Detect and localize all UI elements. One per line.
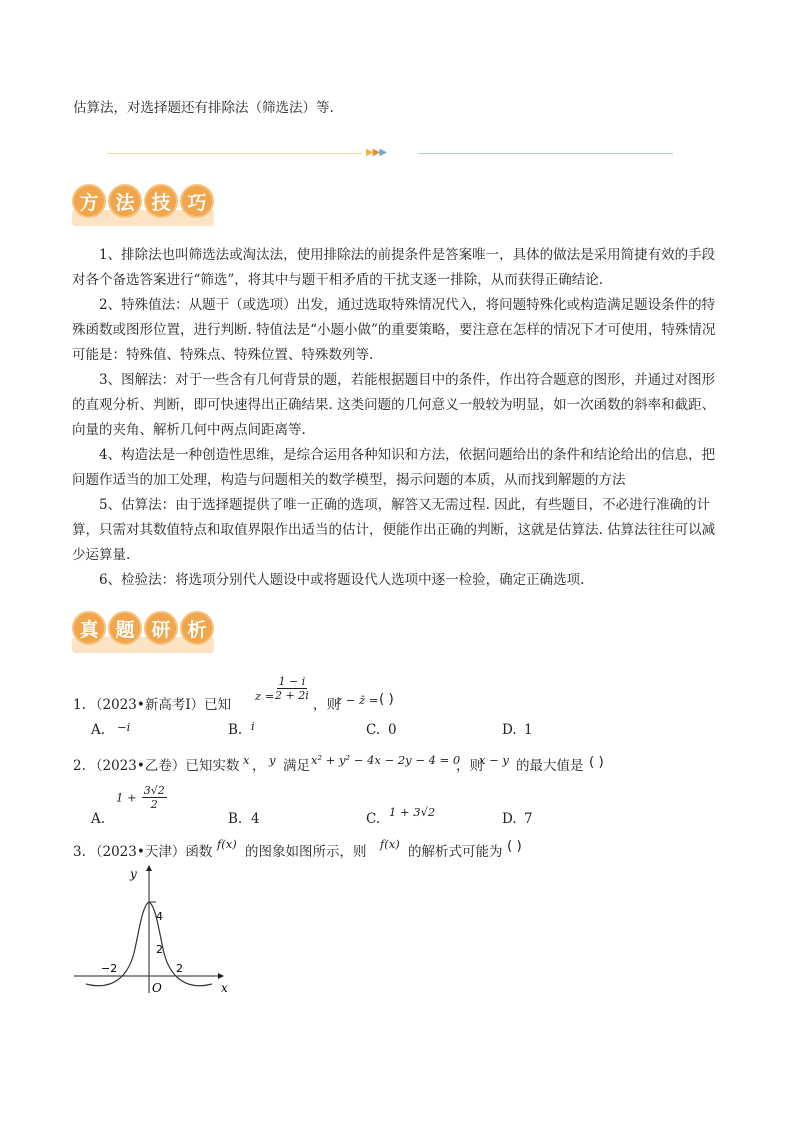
- option-label: D.: [502, 811, 517, 827]
- option-label: C.: [366, 811, 381, 827]
- answer-paren: ( ): [507, 838, 522, 854]
- question-source: （2023•天津）函数: [89, 844, 213, 860]
- method-paragraph: 2、特殊值法：从题干（或选项）出发，通过选取特殊情况代入，将问题特殊化或构造满足题设条件的特殊函数或图形位置，进行判断. 特值法是“小题小做”的重要策略，要注意在怎样的情况下才可使用，特殊情况可能是：特殊值、特殊点、特殊位置、特殊数列等.: [72, 297, 716, 363]
- option-value: 1: [524, 722, 533, 738]
- section-char: 析: [180, 611, 214, 645]
- answer-paren: ( ): [589, 754, 604, 770]
- tick-label: 4: [156, 910, 163, 923]
- z-equals: z =: [255, 689, 275, 703]
- option-value: 4: [251, 811, 260, 827]
- equation: x² + y² − 4x − 2y − 4 = 0: [311, 753, 461, 767]
- option-value: 0: [388, 722, 397, 738]
- tick-label: −2: [101, 962, 118, 975]
- method-paragraph: 4、构造法是一种创造性思维，是综合运用各种知识和方法，依据问题给出的条件和结论给出的信息，把问题作适当的加工处理，构造与问题相关的数学模型，揭示问题的本质，从而找到解题的方法: [72, 447, 716, 488]
- option-label: D.: [502, 722, 517, 738]
- tick-label: 2: [176, 962, 183, 975]
- methods-list: [72, 243, 728, 593]
- question-tail: 的解析式可能为: [408, 844, 503, 860]
- method-paragraph: 3、图解法：对于一些含有几何背景的题，若能根据题目中的条件，作出符合题意的图形，并通过对图形的直观分析、判断，即可快速得出正确结果. 这类问题的几何意义一般较为明显，如一次函数的斜率和截距、向量的夹角、解析几何中两点间距离等.: [72, 372, 716, 438]
- option-value: i: [251, 719, 255, 733]
- fraction-numerator: 1 − i: [278, 675, 306, 688]
- option-label: B.: [228, 811, 243, 827]
- option-value: 7: [524, 811, 533, 827]
- question-tail: 的最大值是: [516, 758, 584, 774]
- y-axis-label: y: [130, 867, 137, 881]
- option-value: 1 + 3√2: [389, 805, 436, 819]
- section-header-past-exams: [72, 611, 214, 657]
- question-source: （2023•乙卷）已知实数: [89, 758, 240, 774]
- fx-1: f(x): [217, 837, 237, 851]
- option-value: −i: [117, 720, 131, 734]
- x-axis-label: x: [221, 981, 228, 995]
- question-mid: 的图象如图所示，则: [245, 844, 367, 860]
- section-header-methods: [72, 184, 214, 230]
- section-char: 方: [72, 184, 106, 218]
- fx-2: f(x): [380, 837, 400, 851]
- section-char: 法: [108, 184, 142, 218]
- section-char: 研: [144, 611, 178, 645]
- fraction-denominator: 2 + 2i: [275, 689, 309, 702]
- var-x: x: [243, 753, 250, 767]
- expression: x − y: [479, 753, 509, 767]
- method-paragraph: 6、检验法：将选项分别代人题设中或将题设代人选项中逐一检验，确定正确选项.: [99, 572, 585, 588]
- option-label: A.: [91, 722, 106, 738]
- option-value: 1 + $\frac{3√2}{2}$: [116, 784, 165, 811]
- section-char: 巧: [180, 184, 214, 218]
- origin-label: O: [152, 981, 162, 995]
- section-char: 题: [108, 611, 142, 645]
- function-graph: [68, 858, 238, 998]
- intro-tail-text: 估算法，对选择题还有排除法（筛选法）等.: [73, 100, 334, 116]
- then-text: ，则: [456, 758, 483, 774]
- section-char: 真: [72, 611, 106, 645]
- question-number: 2.: [73, 758, 86, 774]
- satisfy-text: 满足: [283, 758, 310, 774]
- comma: ，: [252, 758, 266, 774]
- fraction: [273, 675, 311, 702]
- option-label: A.: [91, 811, 106, 827]
- section-char: 技: [144, 184, 178, 218]
- answer-paren: ( ): [379, 691, 394, 707]
- question-number: 3.: [73, 844, 86, 860]
- var-y: y: [269, 753, 276, 767]
- method-paragraph: 1、排除法也叫筛选法或淘汰法，使用排除法的前提条件是答案唯一，具体的做法是采用简捷有效的手段对各个备选答案进行“筛选”，将其中与题干相矛盾的干扰支逐一排除，从而获得正确结论.: [72, 247, 716, 288]
- question-2: [73, 751, 713, 779]
- method-paragraph: 5、估算法：由于选择题提供了唯一正确的选项，解答又无需过程. 因此，有些题目，不必进行准确的计算，只需对其数值特点和取值界限作出适当的估计，便能作出正确的判断，这就是估算法. 估算法往往可以减少运算量.: [72, 497, 716, 563]
- question-source: （2023•新高考Ⅰ）已知: [89, 697, 232, 713]
- option-label: B.: [228, 722, 243, 738]
- question-1: [73, 675, 673, 715]
- then-text: ，则: [313, 697, 340, 713]
- question-number: 1.: [73, 697, 86, 713]
- option-label: C.: [366, 722, 381, 738]
- tick-label: 2: [156, 943, 163, 956]
- expression: z − z̄ =: [336, 693, 379, 707]
